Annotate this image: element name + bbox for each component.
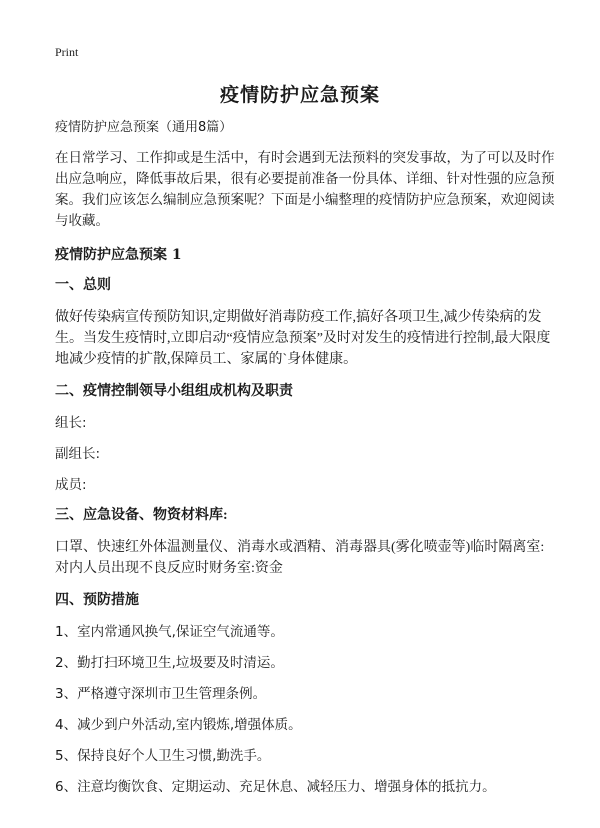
general-heading: 一、总则 xyxy=(55,278,111,293)
equipment-heading: 三、应急设备、物资材料库: xyxy=(55,508,228,523)
list-item: 1、室内常通风换气,保证空气流通等。 xyxy=(55,624,284,640)
prevention-list xyxy=(55,622,555,797)
list-item: 2、勤打扫环境卫生,垃圾要及时清运。 xyxy=(55,655,284,671)
role-leader: 组长: xyxy=(55,415,87,431)
document-subtitle: 疫情防护应急预案（通用8篇） xyxy=(55,120,233,135)
list-item: 6、注意均衡饮食、定期运动、充足休息、减轻压力、增强身体的抵抗力。 xyxy=(55,779,496,795)
document-body xyxy=(55,118,555,808)
equipment-paragraph: 口罩、快速红外体温测量仪、消毒水或酒精、消毒器具(雾化喷壶等)临时隔离室:对内人员出现不良反应时财务室:资金 xyxy=(55,540,545,576)
prevention-heading: 四、预防措施 xyxy=(55,593,139,608)
list-item: 3、严格遵守深圳市卫生管理条例。 xyxy=(55,686,267,702)
print-label: Print xyxy=(55,45,79,59)
general-paragraph: 做好传染病宣传预防知识,定期做好消毒防疫工作,搞好各项卫生,减少传染病的发生。当发生疫情时,立即启动“疫情应急预案”及时对发生的疫情进行控制,最大限度地减少疫情的扩散,保障员工、家属的`身体健康。 xyxy=(55,310,551,367)
list-item: 5、保持良好个人卫生习惯,勤洗手。 xyxy=(55,748,271,764)
role-deputy: 副组长: xyxy=(55,446,101,462)
intro-paragraph: 在日常学习、工作抑或是生活中，有时会遇到无法预料的突发事故，为了可以及时作出应急响应，降低事故后果，很有必要提前准备一份具体、详细、针对性强的应急预案。我们应该怎么编制应急预案呢？下面是小编整理的疫情防护应急预案，欢迎阅读与收藏。 xyxy=(55,150,555,229)
list-item: 4、减少到户外活动,室内锻炼,增强体质。 xyxy=(55,717,302,733)
section-title: 疫情防护应急预案 1 xyxy=(55,247,182,263)
document-title: 疫情防护应急预案 xyxy=(219,84,380,106)
role-members: 成员: xyxy=(55,477,87,493)
org-heading: 二、疫情控制领导小组组成机构及职责 xyxy=(55,384,293,399)
